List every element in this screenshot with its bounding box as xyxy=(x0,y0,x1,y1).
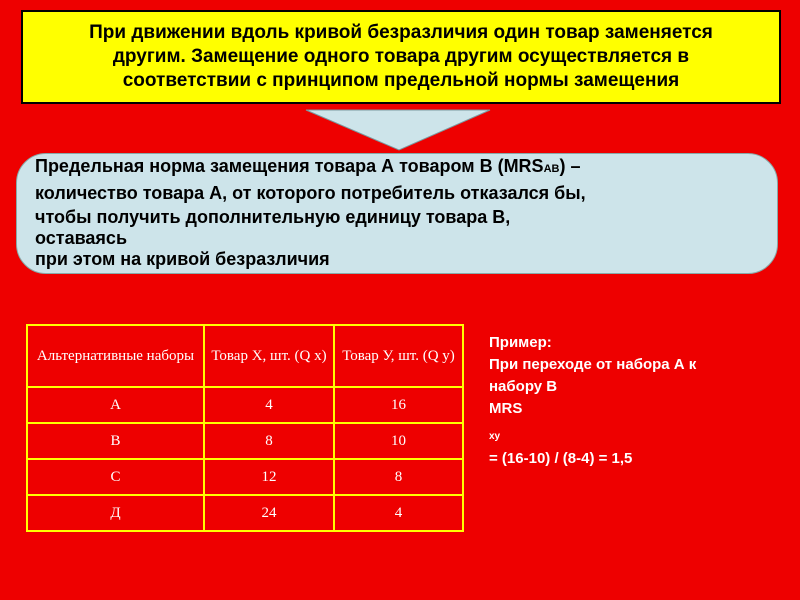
table-cell: 4 xyxy=(334,495,463,531)
definition-subscript: АВ xyxy=(543,163,560,175)
column-header: Товар Х, шт. (Q х) xyxy=(204,325,334,387)
table-cell: 10 xyxy=(334,423,463,459)
definition-line: оставаясь xyxy=(35,228,128,248)
bundles-table xyxy=(26,324,464,532)
header-line: соответствии с принципом предельной нормы замещения xyxy=(122,70,680,91)
example-formula: MRS $_{xy}$ = (16-10) / (8-4) = 1,5 xyxy=(489,400,633,467)
header-box xyxy=(21,10,781,104)
header-line: другим. Замещение одного товара другим осуществляется в xyxy=(112,46,690,67)
example-title: Пример: xyxy=(489,334,552,351)
table-cell: 24 xyxy=(204,495,334,531)
table-row xyxy=(27,495,463,531)
table-cell: 8 xyxy=(204,423,334,459)
table-cell: 8 xyxy=(334,459,463,495)
column-header: Товар У, шт. (Q у) xyxy=(334,325,463,387)
table-header-row xyxy=(27,325,463,387)
definition-line: чтобы получить дополнительную единицу товара В, xyxy=(35,207,511,227)
example-line: При переходе от набора А к xyxy=(489,356,697,373)
table-row xyxy=(27,387,463,423)
example-line: набору В xyxy=(489,378,558,395)
formula-subscript: xy xyxy=(489,431,501,442)
table-cell: В xyxy=(27,423,204,459)
header-text xyxy=(89,21,713,93)
definition-line: количество товара А, от которого потребитель отказался бы, xyxy=(35,183,586,203)
column-header: Альтернативные наборы xyxy=(27,325,204,387)
table-cell: 12 xyxy=(204,459,334,495)
table-cell: С xyxy=(27,459,204,495)
definition-line: Предельная норма замещения товара А товаром В (MRSАВ) – xyxy=(35,156,581,176)
table-cell: 4 xyxy=(204,387,334,423)
table-cell: 16 xyxy=(334,387,463,423)
definition-line: при этом на кривой безразличия xyxy=(35,249,330,269)
table-row xyxy=(27,459,463,495)
definition-text xyxy=(35,154,735,271)
table-cell: Д xyxy=(27,495,204,531)
header-line: При движении вдоль кривой безразличия один товар заменяется xyxy=(89,22,713,43)
table-row xyxy=(27,423,463,459)
table-cell: А xyxy=(27,387,204,423)
example-block xyxy=(489,332,789,470)
